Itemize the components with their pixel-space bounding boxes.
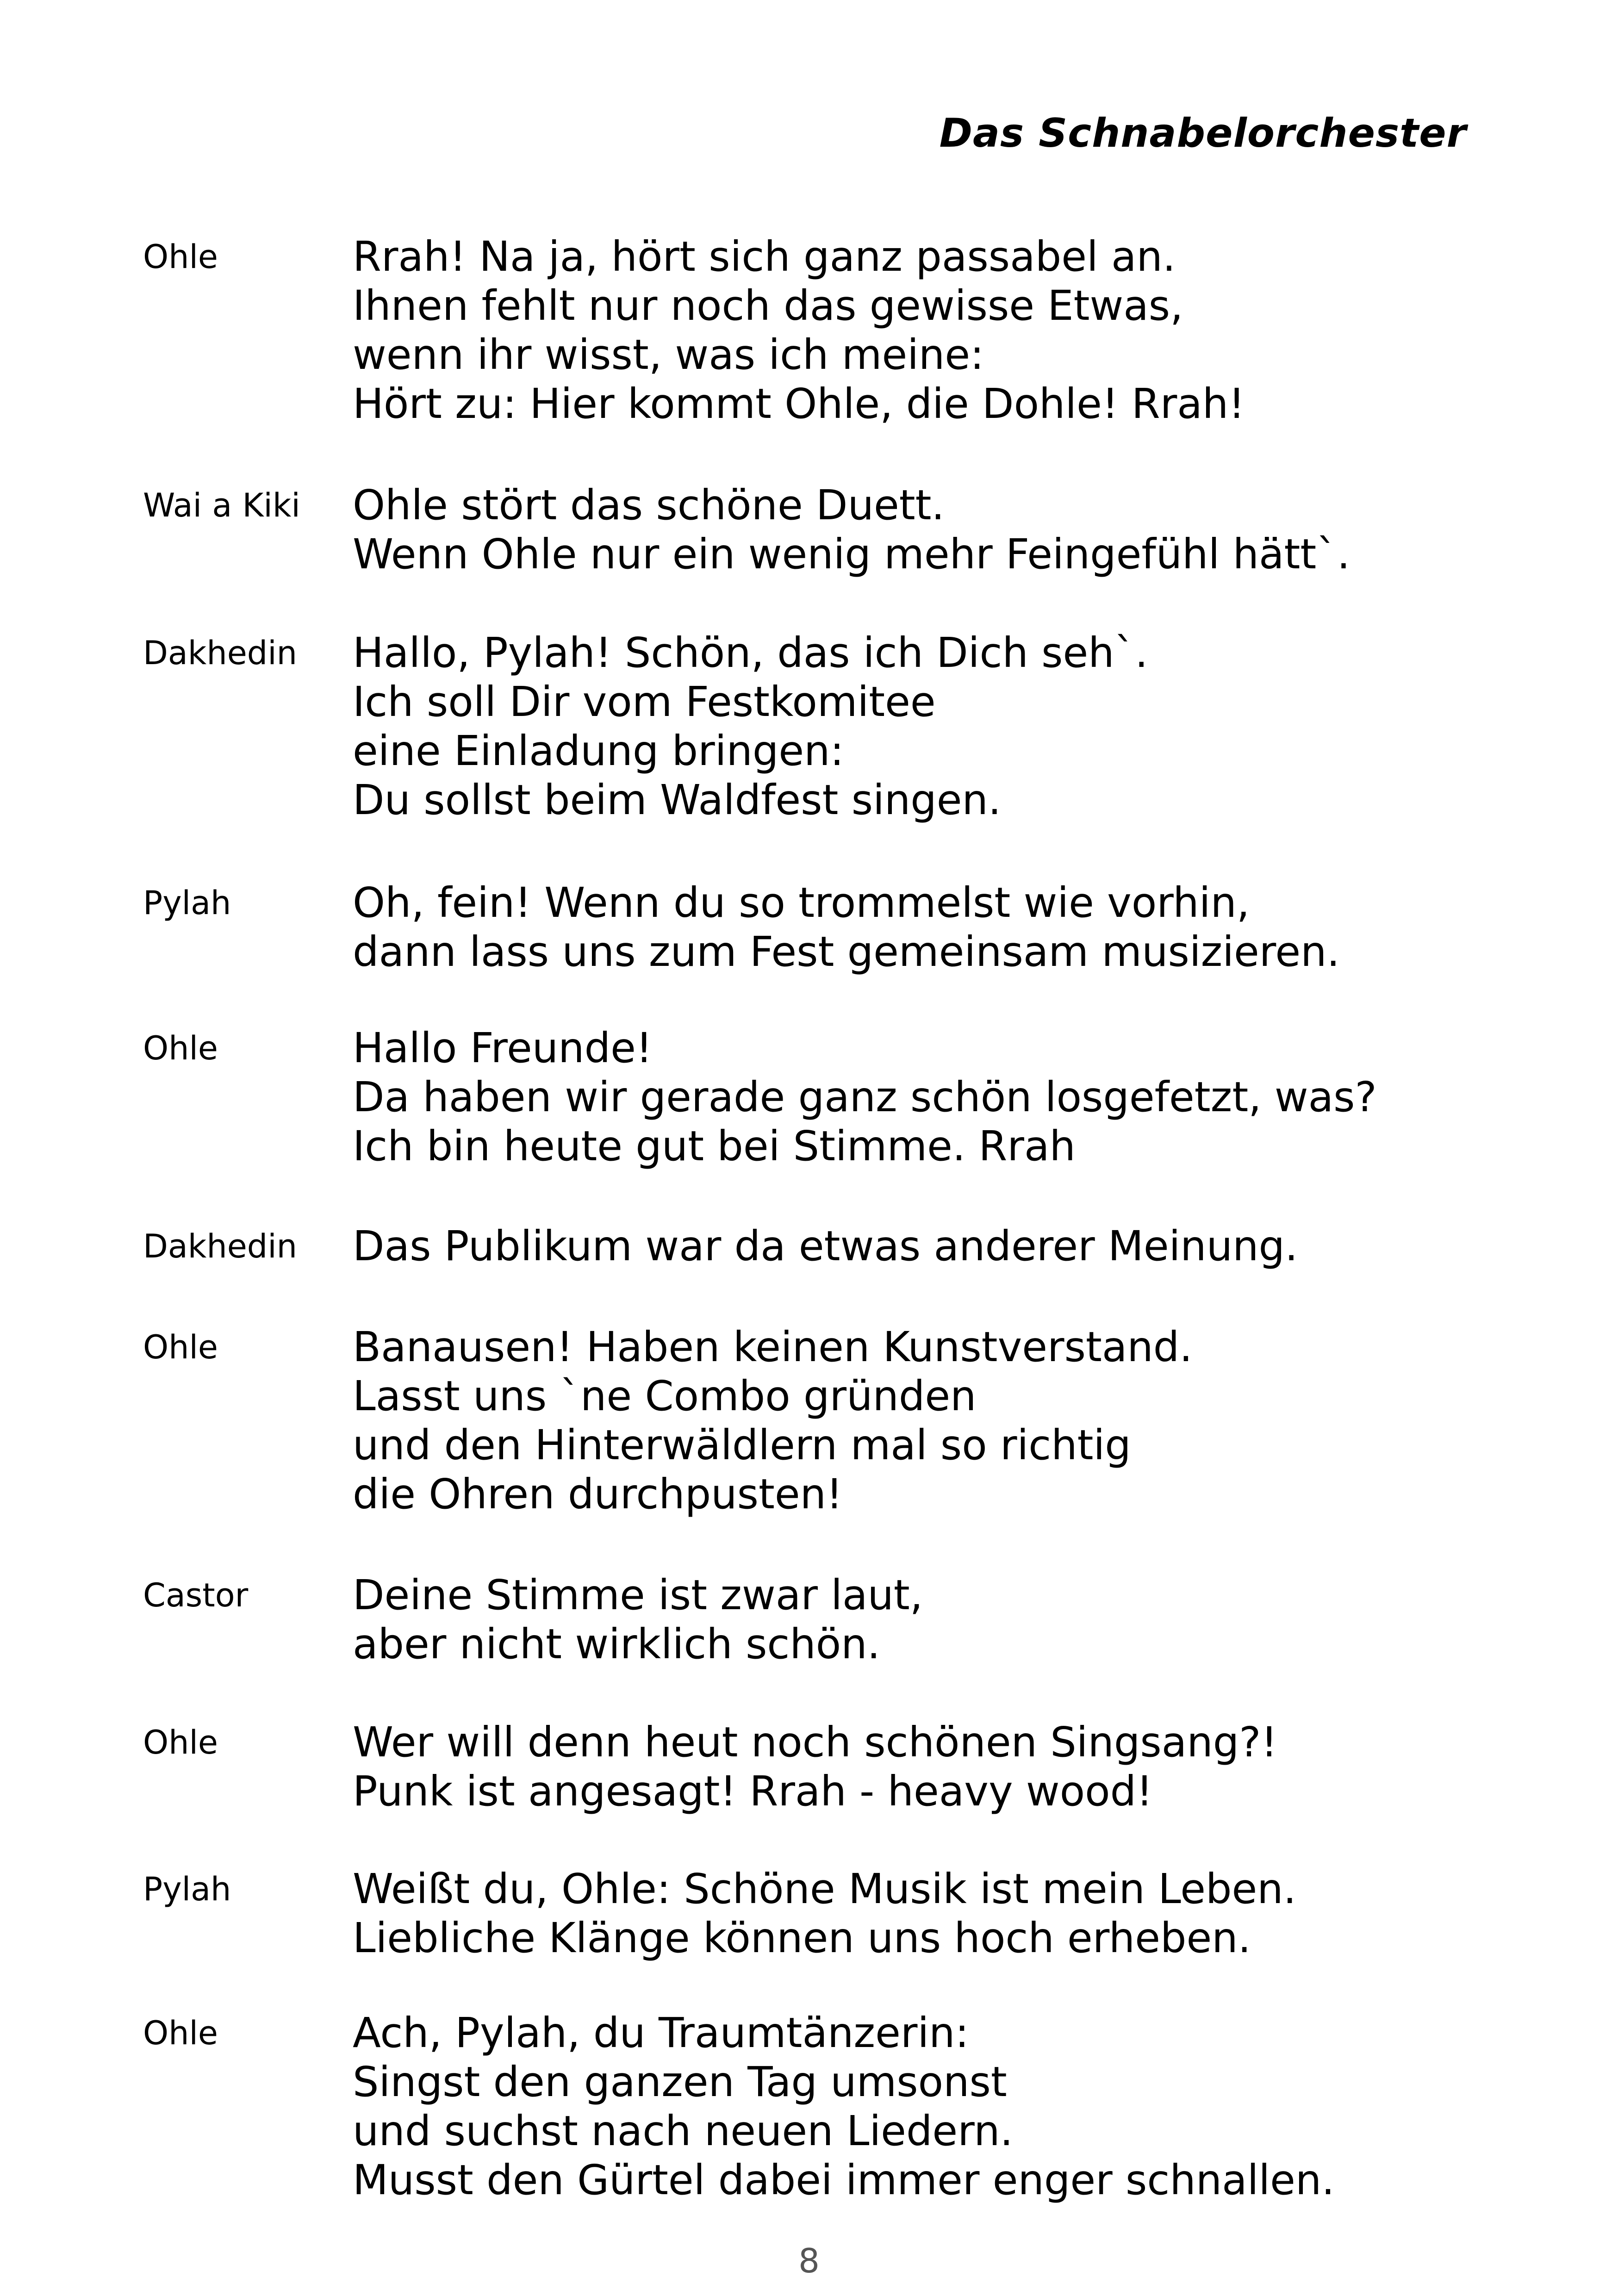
speech-line: Banausen! Haben keinen Kunstverstand. — [353, 1323, 1193, 1371]
speech-line: und den Hinterwäldlern mal so richtig — [353, 1421, 1131, 1469]
speech-line: Du sollst beim Waldfest singen. — [353, 776, 1002, 824]
speech-line: eine Einladung bringen: — [353, 727, 844, 775]
page-title: Das Schnabelorchester — [939, 110, 1467, 156]
speech-line: Singst den ganzen Tag umsonst — [353, 2058, 1007, 2106]
speaker-label: Ohle — [143, 238, 218, 276]
speaker-label: Ohle — [143, 1724, 218, 1761]
speech-line: Ich bin heute gut bei Stimme. Rrah — [353, 1122, 1076, 1170]
speech-text — [353, 1221, 1298, 1270]
speech-text — [353, 628, 1148, 824]
speech-line: Rrah! Na ja, hört sich ganz passabel an. — [353, 232, 1176, 280]
speaker-label: Dakhedin — [143, 1227, 298, 1265]
speech-line: Ach, Pylah, du Traumtänzerin: — [353, 2009, 969, 2057]
speech-line: Hallo, Pylah! Schön, das ich Dich seh`. — [353, 628, 1148, 677]
speaker-label: Pylah — [143, 884, 231, 922]
speech-text — [353, 480, 1350, 579]
speech-line: Ohle stört das schöne Duett. — [353, 481, 945, 529]
speech-line: Wenn Ohle nur ein wenig mehr Feingefühl hätt`. — [353, 530, 1350, 578]
speech-line: dann lass uns zum Fest gemeinsam musizieren. — [353, 927, 1340, 976]
speech-line: aber nicht wirklich schön. — [353, 1620, 880, 1668]
speech-line: Ich soll Dir vom Festkomitee — [353, 678, 936, 726]
speech-line: und suchst nach neuen Liedern. — [353, 2107, 1013, 2155]
speaker-label: Wai a Kiki — [143, 486, 300, 524]
speech-line: Hört zu: Hier kommt Ohle, die Dohle! Rrah! — [353, 380, 1245, 428]
speaker-label: Pylah — [143, 1870, 231, 1908]
speech-line: die Ohren durchpusten! — [353, 1470, 843, 1518]
speaker-label: Castor — [143, 1576, 249, 1614]
page-number: 8 — [798, 2241, 820, 2280]
speech-text — [353, 878, 1340, 976]
speech-line: Da haben wir gerade ganz schön losgefetzt, was? — [353, 1073, 1377, 1121]
speech-line: Das Publikum war da etwas anderer Meinung. — [353, 1222, 1298, 1270]
speech-text — [353, 1023, 1377, 1170]
speech-line: Deine Stimme ist zwar laut, — [353, 1571, 923, 1619]
speaker-label: Ohle — [143, 1029, 218, 1067]
speech-line: Hallo Freunde! — [353, 1024, 653, 1072]
speech-text — [353, 2008, 1335, 2204]
speech-line: Musst den Gürtel dabei immer enger schnallen. — [353, 2156, 1335, 2204]
speech-text — [353, 1864, 1296, 1962]
speech-text — [353, 1322, 1193, 1518]
speech-line: Ihnen fehlt nur noch das gewisse Etwas, — [353, 281, 1183, 330]
speech-line: Oh, fein! Wenn du so trommelst wie vorhin, — [353, 878, 1250, 927]
speech-text — [353, 1717, 1277, 1816]
speech-line: Punk ist angesagt! Rrah - heavy wood! — [353, 1767, 1153, 1815]
speaker-label: Ohle — [143, 1328, 218, 1366]
speech-text — [353, 1570, 923, 1668]
speech-line: Wer will denn heut noch schönen Singsang?! — [353, 1718, 1278, 1766]
speaker-label: Dakhedin — [143, 634, 298, 672]
speech-line: Weißt du, Ohle: Schöne Musik ist mein Leben. — [353, 1865, 1296, 1913]
speech-line: Lasst uns `ne Combo gründen — [353, 1372, 977, 1420]
speech-line: wenn ihr wisst, was ich meine: — [353, 330, 984, 379]
speech-text — [353, 232, 1245, 428]
speaker-label: Ohle — [143, 2014, 218, 2052]
speech-line: Liebliche Klänge können uns hoch erheben. — [353, 1914, 1251, 1962]
